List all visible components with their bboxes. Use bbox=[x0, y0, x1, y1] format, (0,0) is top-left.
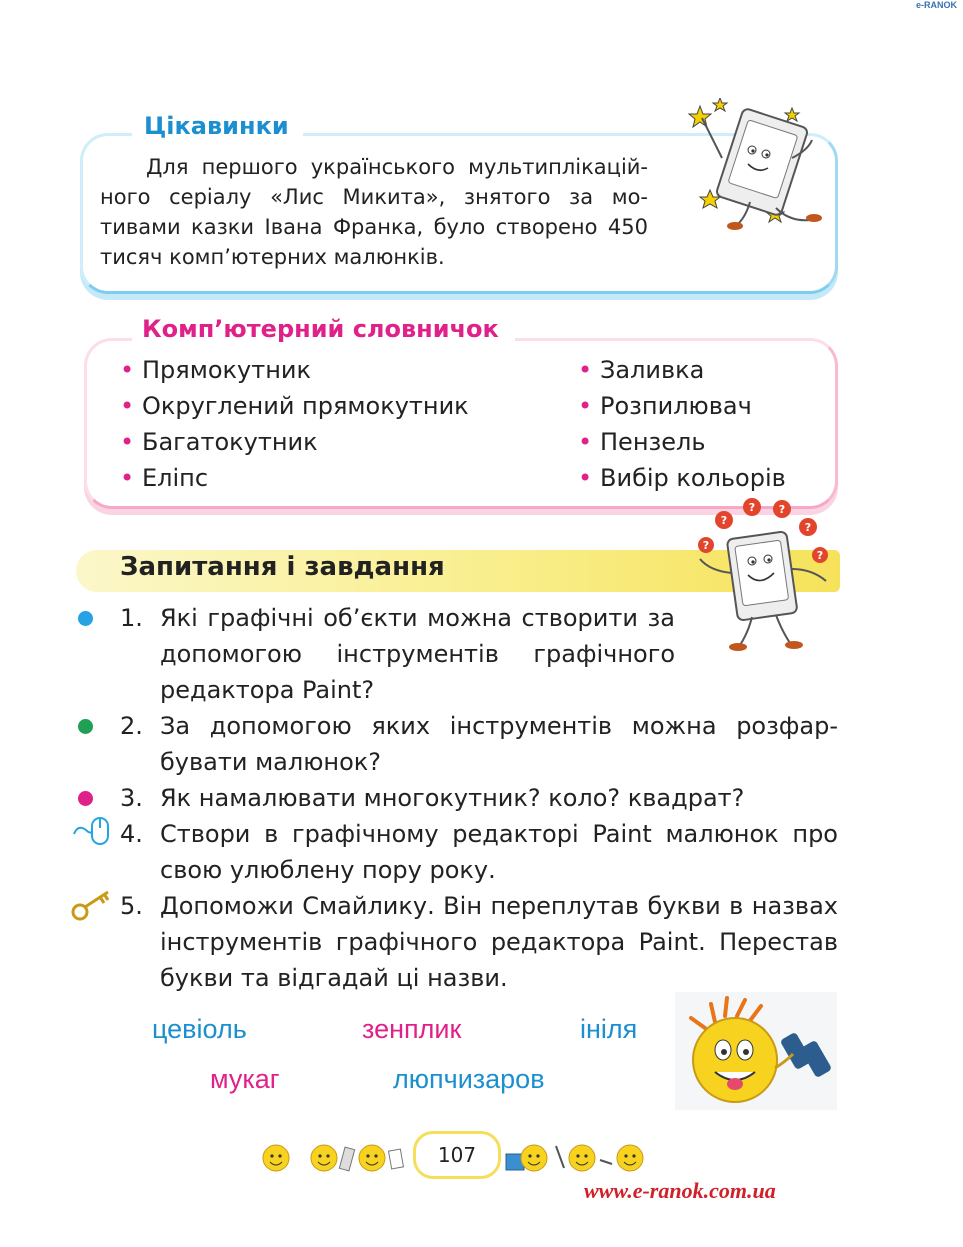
facts-title: Цікавинки bbox=[144, 112, 289, 140]
dictionary-title: Комп’ютерний словничок bbox=[142, 315, 499, 343]
svg-text:?: ? bbox=[720, 514, 728, 527]
question-item bbox=[120, 888, 838, 996]
scrambled-word: люпчизаров bbox=[393, 1064, 545, 1094]
question-text: Які графічні об’єкти можна створити за допомогою інструментів графічного редактора Paint? bbox=[160, 604, 675, 704]
dictionary-left-column bbox=[120, 352, 469, 496]
publisher-website-link[interactable]: www.e-ranok.com.ua bbox=[584, 1178, 776, 1203]
footer-smileys-right-illustration bbox=[504, 1138, 654, 1178]
level-pink-dot-icon bbox=[78, 791, 93, 806]
question-text: Допоможи Смайлику. Він переплутав букви в назвах інструментів графічного редактора Paint. Перестав букви та відгадай ці назви. bbox=[160, 892, 838, 992]
computer-mouse-icon bbox=[72, 812, 112, 848]
question-number: 4. bbox=[120, 820, 143, 848]
page-number: 107 bbox=[437, 1143, 477, 1167]
svg-text:?: ? bbox=[778, 503, 786, 516]
facts-title-wrap bbox=[132, 112, 303, 140]
smiley-binoculars-illustration bbox=[675, 992, 837, 1110]
question-text: Як намалювати многокутник? коло? квадрат? bbox=[160, 784, 745, 812]
question-text: За допомогою яких інструментів можна розфарбувати малюнок? bbox=[160, 712, 838, 776]
dictionary-term: • Пензель bbox=[578, 424, 786, 460]
golden-key-icon bbox=[70, 888, 114, 924]
dictionary-term: • Вибір кольорів bbox=[578, 460, 786, 496]
tablet-mascot-questions-illustration bbox=[690, 495, 835, 655]
star-icon bbox=[689, 106, 711, 127]
dictionary-title-wrap bbox=[132, 315, 515, 343]
facts-text: Для першого українського мультиплікаційного серіалу «Лис Микита», знятого за мотивами казки Івана Франка, було створено 450 тисяч комп’ютерних малюнків. bbox=[100, 155, 648, 269]
dictionary-term: • Заливка bbox=[578, 352, 786, 388]
question-number: 1. bbox=[120, 604, 143, 632]
facts-paragraph bbox=[100, 152, 648, 272]
dictionary-term: • Округлений прямокутник bbox=[120, 388, 469, 424]
dictionary-term: • Багатокутник bbox=[120, 424, 469, 460]
question-number: 5. bbox=[120, 892, 143, 920]
svg-text:?: ? bbox=[748, 501, 756, 514]
dictionary-term: • Еліпс bbox=[120, 460, 469, 496]
dictionary-right-column bbox=[578, 352, 786, 496]
svg-text:?: ? bbox=[804, 521, 812, 534]
level-green-dot-icon bbox=[78, 719, 93, 734]
question-number: 3. bbox=[120, 784, 143, 812]
question-item bbox=[120, 600, 675, 708]
svg-text:?: ? bbox=[816, 549, 824, 562]
dictionary-term: • Розпилювач bbox=[578, 388, 786, 424]
footer-smileys-left-illustration bbox=[258, 1138, 408, 1178]
question-item bbox=[120, 816, 838, 888]
page-number-box bbox=[413, 1131, 501, 1179]
questions-header: Запитання і завдання bbox=[120, 552, 445, 582]
question-item bbox=[120, 708, 838, 780]
question-item bbox=[120, 780, 838, 816]
level-blue-dot-icon bbox=[78, 611, 93, 626]
scrambled-word: цевіоль bbox=[152, 1014, 247, 1044]
scrambled-word: ініля bbox=[580, 1014, 638, 1044]
svg-text:?: ? bbox=[702, 539, 710, 552]
scrambled-word: мукаг bbox=[210, 1064, 280, 1094]
scrambled-word: зенплик bbox=[362, 1014, 462, 1044]
dictionary-term: • Прямокутник bbox=[120, 352, 469, 388]
question-text: Створи в графічному редакторі Paint малюнок про свою улюблену пору року. bbox=[160, 820, 838, 884]
tablet-mascot-wand-illustration bbox=[680, 98, 830, 233]
question-number: 2. bbox=[120, 712, 143, 740]
publisher-logo: e-RANOK bbox=[915, 0, 957, 10]
